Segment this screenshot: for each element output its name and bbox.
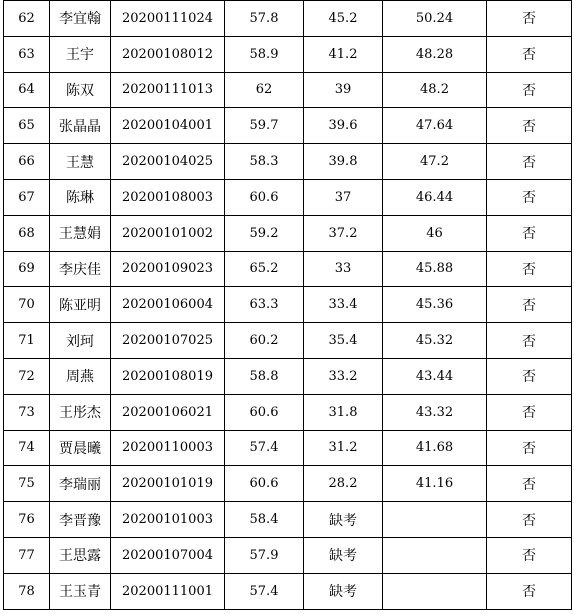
cell-total-score: 47.64 (383, 108, 487, 144)
table-row (4, 323, 572, 359)
cell-total-score (383, 537, 487, 573)
cell-total-score: 48.28 (383, 36, 487, 72)
cell-written-score: 60.6 (225, 466, 304, 502)
cell-exam-id: 20200101003 (111, 502, 225, 538)
cell-name: 陈亚明 (50, 287, 111, 323)
cell-total-score: 41.16 (383, 466, 487, 502)
cell-qualified-flag: 否 (487, 179, 572, 215)
cell-qualified-flag: 否 (487, 537, 572, 573)
cell-name: 王宇 (50, 36, 111, 72)
cell-qualified-flag: 否 (487, 144, 572, 180)
cell-name: 李宜翰 (50, 1, 111, 37)
cell-written-score: 62 (225, 72, 304, 108)
table-row (4, 251, 572, 287)
cell-total-score: 48.2 (383, 72, 487, 108)
cell-total-score (383, 502, 487, 538)
cell-written-score: 57.8 (225, 1, 304, 37)
cell-total-score (383, 573, 487, 609)
cell-total-score: 50.24 (383, 1, 487, 37)
cell-total-score: 41.68 (383, 430, 487, 466)
cell-written-score: 59.7 (225, 108, 304, 144)
cell-exam-id: 20200104025 (111, 144, 225, 180)
cell-interview-score: 39.8 (304, 144, 383, 180)
cell-number: 68 (4, 215, 50, 251)
cell-written-score: 63.3 (225, 287, 304, 323)
cell-name: 王玉青 (50, 573, 111, 609)
cell-exam-id: 20200106004 (111, 287, 225, 323)
cell-interview-score: 35.4 (304, 323, 383, 359)
cell-number: 73 (4, 394, 50, 430)
cell-written-score: 57.4 (225, 430, 304, 466)
cell-number: 71 (4, 323, 50, 359)
table-row (4, 179, 572, 215)
table-row (4, 144, 572, 180)
table-row (4, 394, 572, 430)
cell-interview-score: 41.2 (304, 36, 383, 72)
cell-interview-score: 45.2 (304, 1, 383, 37)
cell-interview-score: 39.6 (304, 108, 383, 144)
cell-written-score: 59.2 (225, 215, 304, 251)
cell-written-score: 57.4 (225, 573, 304, 609)
cell-written-score: 58.9 (225, 36, 304, 72)
table-row (4, 573, 572, 609)
cell-name: 王慧娟 (50, 215, 111, 251)
cell-number: 76 (4, 502, 50, 538)
cell-name: 王慧 (50, 144, 111, 180)
cell-name: 张晶晶 (50, 108, 111, 144)
cell-name: 贾晨曦 (50, 430, 111, 466)
cell-name: 王思露 (50, 537, 111, 573)
cell-exam-id: 20200104001 (111, 108, 225, 144)
cell-total-score: 47.2 (383, 144, 487, 180)
cell-number: 66 (4, 144, 50, 180)
cell-number: 78 (4, 573, 50, 609)
cell-written-score: 58.3 (225, 144, 304, 180)
cell-qualified-flag: 否 (487, 394, 572, 430)
cell-exam-id: 20200108019 (111, 358, 225, 394)
cell-name: 李晋豫 (50, 502, 111, 538)
table-row (4, 466, 572, 502)
cell-exam-id: 20200107004 (111, 537, 225, 573)
cell-total-score: 45.36 (383, 287, 487, 323)
cell-qualified-flag: 否 (487, 502, 572, 538)
cell-total-score: 43.44 (383, 358, 487, 394)
cell-written-score: 57.9 (225, 537, 304, 573)
cell-exam-id: 20200101002 (111, 215, 225, 251)
table-row (4, 72, 572, 108)
cell-written-score: 58.4 (225, 502, 304, 538)
cell-interview-score: 31.2 (304, 430, 383, 466)
cell-interview-score: 39 (304, 72, 383, 108)
cell-exam-id: 20200110003 (111, 430, 225, 466)
cell-number: 65 (4, 108, 50, 144)
score-table (3, 0, 572, 610)
cell-written-score: 60.6 (225, 179, 304, 215)
table-row (4, 1, 572, 37)
cell-number: 64 (4, 72, 50, 108)
cell-qualified-flag: 否 (487, 108, 572, 144)
cell-name: 刘珂 (50, 323, 111, 359)
cell-number: 72 (4, 358, 50, 394)
cell-interview-score: 33.4 (304, 287, 383, 323)
cell-number: 75 (4, 466, 50, 502)
cell-number: 77 (4, 537, 50, 573)
table-row (4, 108, 572, 144)
cell-number: 63 (4, 36, 50, 72)
cell-total-score: 46 (383, 215, 487, 251)
cell-number: 70 (4, 287, 50, 323)
cell-number: 67 (4, 179, 50, 215)
cell-qualified-flag: 否 (487, 287, 572, 323)
score-table-body (4, 1, 572, 610)
cell-number: 69 (4, 251, 50, 287)
table-row (4, 430, 572, 466)
cell-qualified-flag: 否 (487, 466, 572, 502)
cell-interview-score: 33 (304, 251, 383, 287)
cell-interview-score: 28.2 (304, 466, 383, 502)
cell-exam-id: 20200107025 (111, 323, 225, 359)
cell-interview-score: 33.2 (304, 358, 383, 394)
table-row (4, 537, 572, 573)
cell-exam-id: 20200111001 (111, 573, 225, 609)
table-row (4, 36, 572, 72)
cell-name: 王彤杰 (50, 394, 111, 430)
cell-written-score: 58.8 (225, 358, 304, 394)
cell-interview-score: 缺考 (304, 573, 383, 609)
cell-written-score: 65.2 (225, 251, 304, 287)
table-row (4, 502, 572, 538)
cell-qualified-flag: 否 (487, 573, 572, 609)
cell-name: 周燕 (50, 358, 111, 394)
cell-exam-id: 20200109023 (111, 251, 225, 287)
table-row (4, 358, 572, 394)
cell-name: 李庆佳 (50, 251, 111, 287)
cell-written-score: 60.6 (225, 394, 304, 430)
cell-qualified-flag: 否 (487, 323, 572, 359)
cell-interview-score: 缺考 (304, 502, 383, 538)
cell-exam-id: 20200111024 (111, 1, 225, 37)
cell-total-score: 45.88 (383, 251, 487, 287)
cell-name: 陈琳 (50, 179, 111, 215)
cell-exam-id: 20200101019 (111, 466, 225, 502)
cell-name: 陈双 (50, 72, 111, 108)
cell-qualified-flag: 否 (487, 215, 572, 251)
cell-total-score: 43.32 (383, 394, 487, 430)
cell-interview-score: 缺考 (304, 537, 383, 573)
cell-interview-score: 37.2 (304, 215, 383, 251)
cell-qualified-flag: 否 (487, 251, 572, 287)
cell-qualified-flag: 否 (487, 358, 572, 394)
cell-interview-score: 37 (304, 179, 383, 215)
cell-number: 74 (4, 430, 50, 466)
cell-name: 李瑞丽 (50, 466, 111, 502)
cell-interview-score: 31.8 (304, 394, 383, 430)
cell-qualified-flag: 否 (487, 430, 572, 466)
cell-exam-id: 20200108012 (111, 36, 225, 72)
cell-qualified-flag: 否 (487, 36, 572, 72)
cell-total-score: 45.32 (383, 323, 487, 359)
cell-qualified-flag: 否 (487, 72, 572, 108)
cell-exam-id: 20200106021 (111, 394, 225, 430)
table-row (4, 215, 572, 251)
cell-written-score: 60.2 (225, 323, 304, 359)
cell-exam-id: 20200111013 (111, 72, 225, 108)
table-row (4, 287, 572, 323)
cell-exam-id: 20200108003 (111, 179, 225, 215)
cell-number: 62 (4, 1, 50, 37)
cell-qualified-flag: 否 (487, 1, 572, 37)
cell-total-score: 46.44 (383, 179, 487, 215)
